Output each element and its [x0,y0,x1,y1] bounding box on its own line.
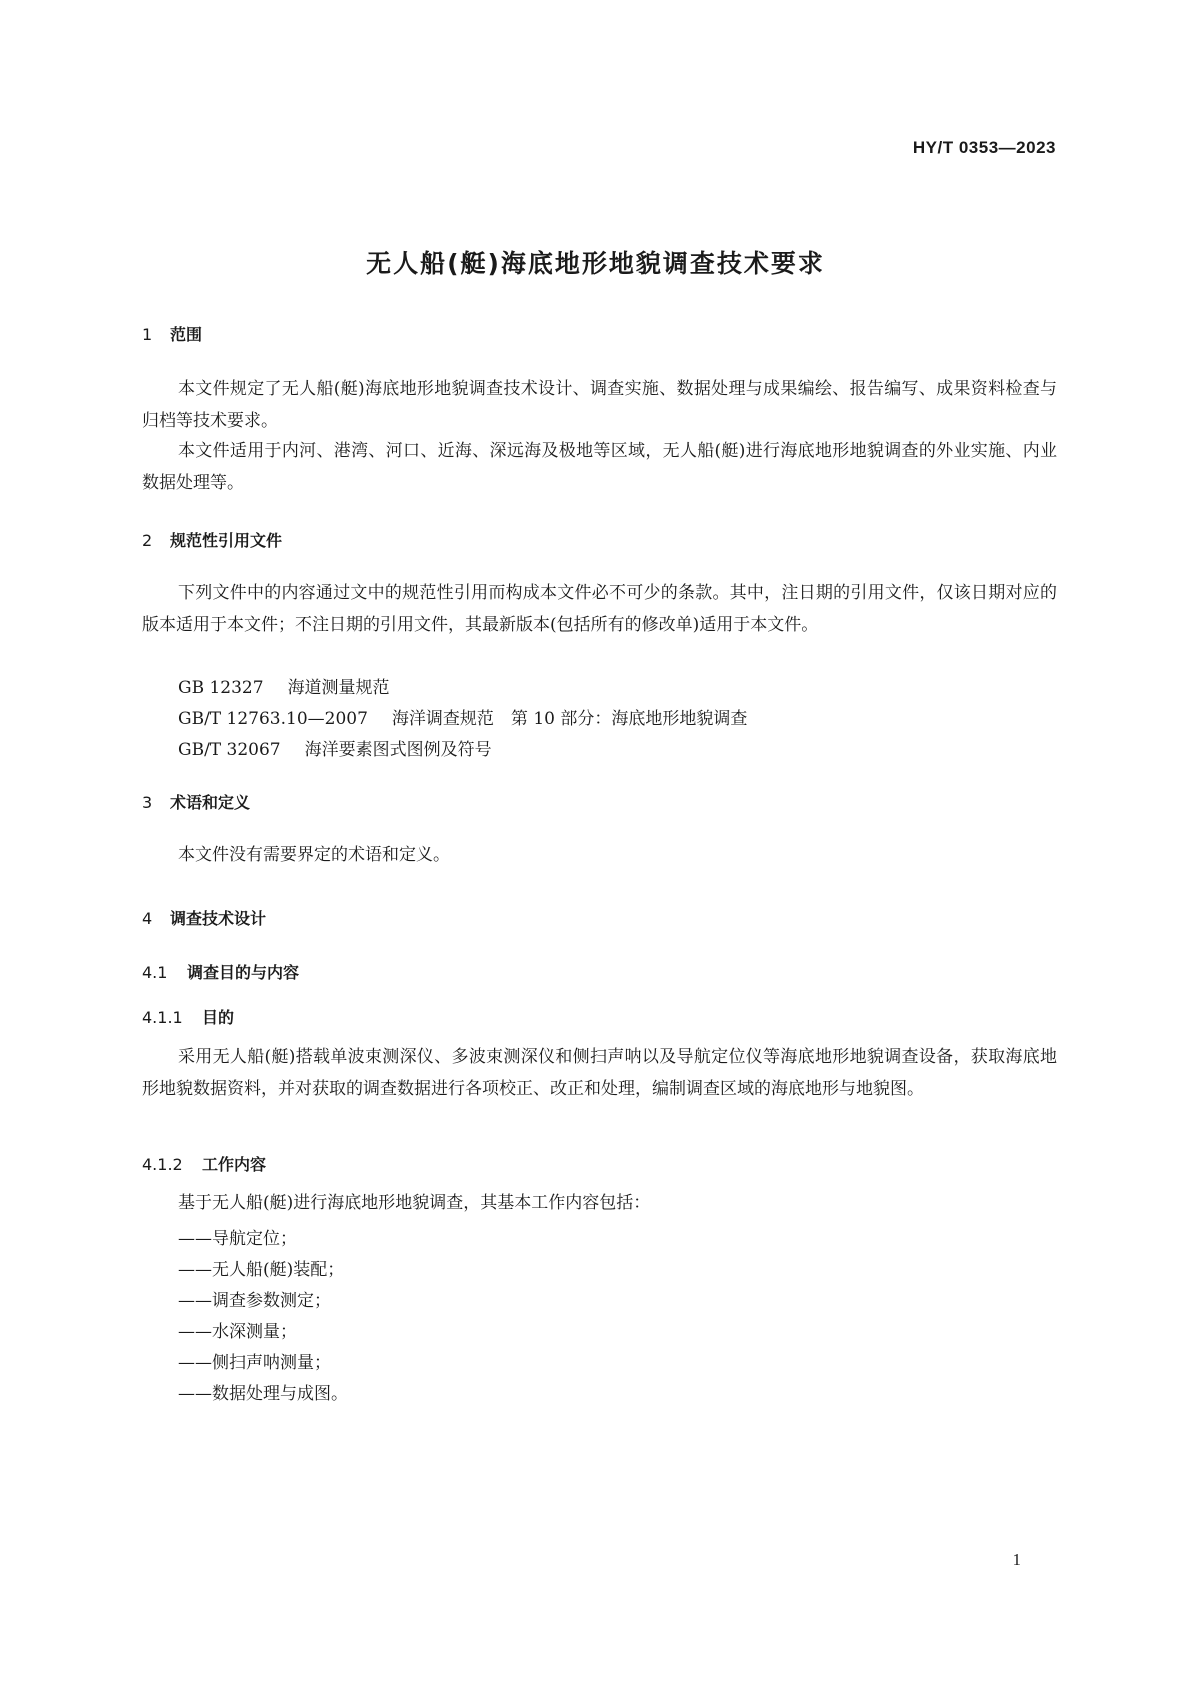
section-4-1-1-heading [142,1005,234,1028]
section-4-heading [142,906,266,929]
section-1-paragraph-2: 本文件适用于内河、港湾、河口、近海、深远海及极地等区域，无人船(艇)进行海底地形地貌调查的外业实施、内业数据处理等。 [142,441,1057,493]
document-title: 无人船(艇)海底地形地貌调查技术要求 [366,249,825,278]
section-number: 4.1.1 [142,1008,183,1027]
section-title: 术语和定义 [170,793,251,812]
section-1-paragraph-1: 本文件规定了无人船(艇)海底地形地貌调查技术设计、调查实施、数据处理与成果编绘、报告编写、成果资料检查与归档等技术要求。 [142,379,1057,431]
section-title: 工作内容 [202,1155,267,1174]
section-3-heading [142,790,250,813]
section-number: 2 [142,531,153,550]
reference-name: 海洋要素图式图例及符号 [304,740,492,760]
page-number: 1 [1012,1550,1021,1569]
list-item: ——调查参数测定； [178,1291,331,1311]
standard-code: HY/T 0353—2023 [912,138,1056,157]
reference-item [178,735,492,760]
section-2-paragraph-1: 下列文件中的内容通过文中的规范性引用而构成本文件必不可少的条款。其中，注日期的引用文件，仅该日期对应的版本适用于本文件；不注日期的引用文件，其最新版本(包括所有的修改单)适用于本文件。 [142,583,1057,635]
section-3-paragraph-1: 本文件没有需要界定的术语和定义。 [178,845,450,865]
section-2-heading [142,528,282,551]
section-number: 4.1.2 [142,1155,183,1174]
section-number: 4 [142,909,153,928]
list-item: ——水深测量； [178,1322,297,1342]
section-title: 目的 [202,1008,235,1027]
section-title: 规范性引用文件 [170,531,283,550]
reference-code: GB/T 12763.10—2007 [178,709,368,729]
section-number: 4.1 [142,963,168,982]
section-title: 范围 [170,325,203,344]
list-item: ——导航定位； [178,1229,297,1249]
reference-name: 海道测量规范 [287,678,390,698]
reference-code: GB 12327 [178,678,264,698]
reference-item [178,673,390,698]
section-1-heading [142,322,202,345]
section-number: 1 [142,325,153,344]
section-4-1-2-paragraph-1: 基于无人船(艇)进行海底地形地貌调查，其基本工作内容包括： [178,1193,651,1213]
list-item: ——侧扫声呐测量； [178,1353,331,1373]
reference-code: GB/T 32067 [178,740,281,760]
section-number: 3 [142,793,153,812]
section-4-1-1-paragraph-1: 采用无人船(艇)搭载单波束测深仪、多波束测深仪和侧扫声呐以及导航定位仪等海底地形地貌调查设备，获取海底地形地貌数据资料，并对获取的调查数据进行各项校正、改正和处理，编制调查区域的海底地形与地貌图。 [142,1047,1057,1099]
section-4-1-2-heading [142,1152,266,1175]
list-item: ——无人船(艇)装配； [178,1260,345,1280]
section-title: 调查技术设计 [170,909,267,928]
list-item: ——数据处理与成图。 [178,1384,348,1404]
reference-item [178,704,747,729]
section-4-1-heading [142,960,299,983]
section-title: 调查目的与内容 [187,963,300,982]
reference-name: 海洋调查规范 第 10 部分：海底地形地貌调查 [391,709,748,729]
